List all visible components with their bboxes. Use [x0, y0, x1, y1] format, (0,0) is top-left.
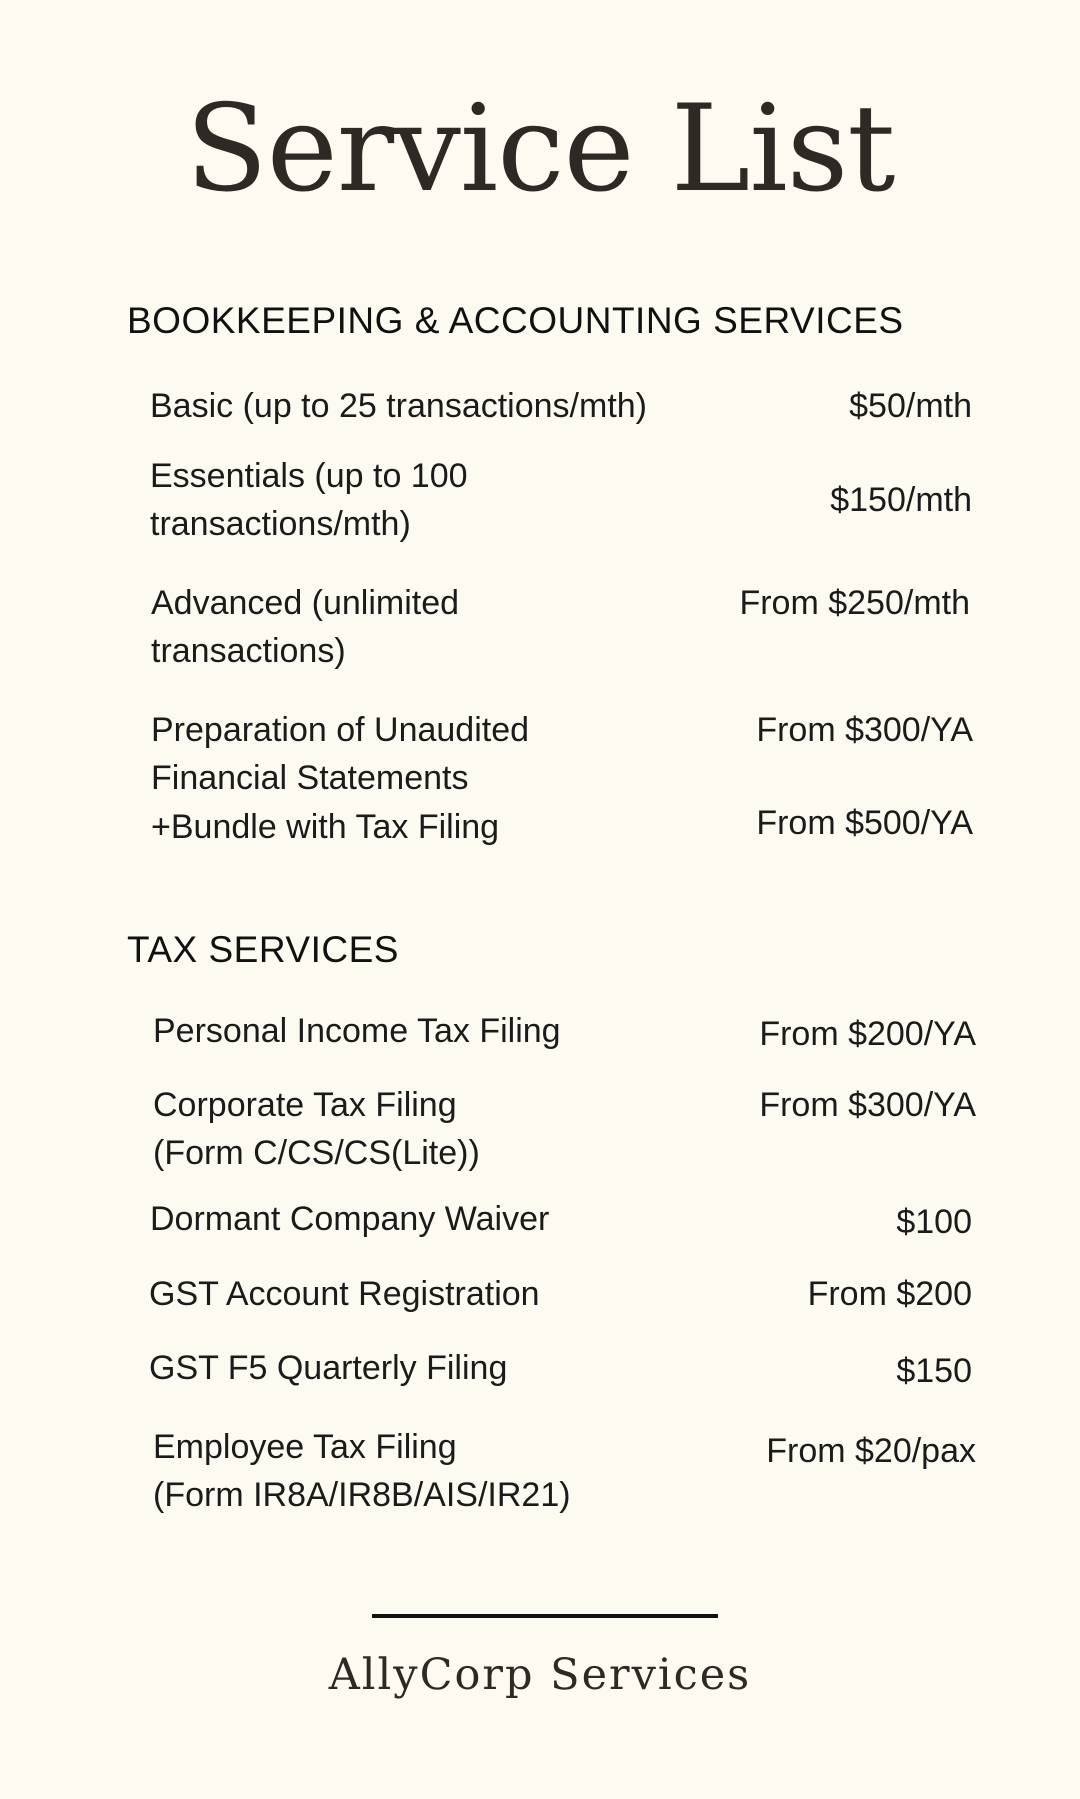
service-employee-tax-line-1: Employee Tax Filing — [153, 1428, 457, 1466]
service-bundle-tax-filing-line-1: +Bundle with Tax Filing — [151, 808, 500, 846]
service-advanced-line-2: transactions) — [151, 632, 346, 670]
service-unaudited-fs-line-1: Preparation of Unaudited — [151, 711, 530, 749]
footer-divider — [372, 1614, 718, 1618]
service-corporate-tax-line-1: Corporate Tax Filing — [153, 1086, 457, 1124]
page-title: Service List — [185, 80, 895, 219]
service-unaudited-fs-line-2: Financial Statements — [151, 759, 469, 797]
service-advanced — [151, 579, 459, 675]
price-unaudited-fs: From $300/YA — [756, 711, 973, 749]
price-advanced: From $250/mth — [739, 584, 970, 622]
service-employee-tax — [153, 1423, 571, 1519]
footer-brand: AllyCorp Services — [328, 1650, 752, 1700]
price-gst-f5-filing: $150 — [896, 1352, 972, 1390]
service-personal-income-tax — [153, 1007, 561, 1055]
service-dormant-company-waiver — [150, 1195, 549, 1243]
service-gst-registration-line-1: GST Account Registration — [149, 1275, 540, 1313]
service-basic-line-1: Basic (up to 25 transactions/mth) — [150, 387, 648, 425]
service-advanced-line-1: Advanced (unlimited — [151, 584, 460, 622]
tax-section-heading: TAX SERVICES — [127, 929, 399, 970]
price-corporate-tax: From $300/YA — [759, 1086, 976, 1124]
price-gst-registration: From $200 — [807, 1275, 972, 1313]
service-gst-f5-filing-line-1: GST F5 Quarterly Filing — [149, 1349, 508, 1387]
price-bundle-tax-filing: From $500/YA — [756, 804, 973, 842]
service-gst-f5-filing — [149, 1344, 507, 1392]
service-bundle-tax-filing — [151, 803, 499, 851]
service-employee-tax-line-2: (Form IR8A/IR8B/AIS/IR21) — [153, 1476, 571, 1514]
service-essentials — [150, 452, 468, 548]
service-basic — [150, 382, 647, 430]
service-corporate-tax-line-2: (Form C/CS/CS(Lite)) — [153, 1134, 480, 1172]
price-dormant-company-waiver: $100 — [896, 1203, 972, 1241]
price-basic: $50/mth — [849, 387, 972, 425]
price-employee-tax: From $20/pax — [766, 1432, 976, 1470]
service-gst-registration — [149, 1270, 540, 1318]
price-essentials: $150/mth — [830, 481, 972, 519]
service-essentials-line-1: Essentials (up to 100 — [150, 457, 468, 495]
service-essentials-line-2: transactions/mth) — [150, 505, 411, 543]
service-dormant-company-waiver-line-1: Dormant Company Waiver — [150, 1200, 550, 1238]
price-personal-income-tax: From $200/YA — [759, 1015, 976, 1053]
service-corporate-tax — [153, 1081, 480, 1177]
bookkeeping-section-heading: BOOKKEEPING & ACCOUNTING SERVICES — [127, 300, 904, 341]
service-unaudited-fs — [151, 706, 529, 802]
service-personal-income-tax-line-1: Personal Income Tax Filing — [153, 1012, 561, 1050]
